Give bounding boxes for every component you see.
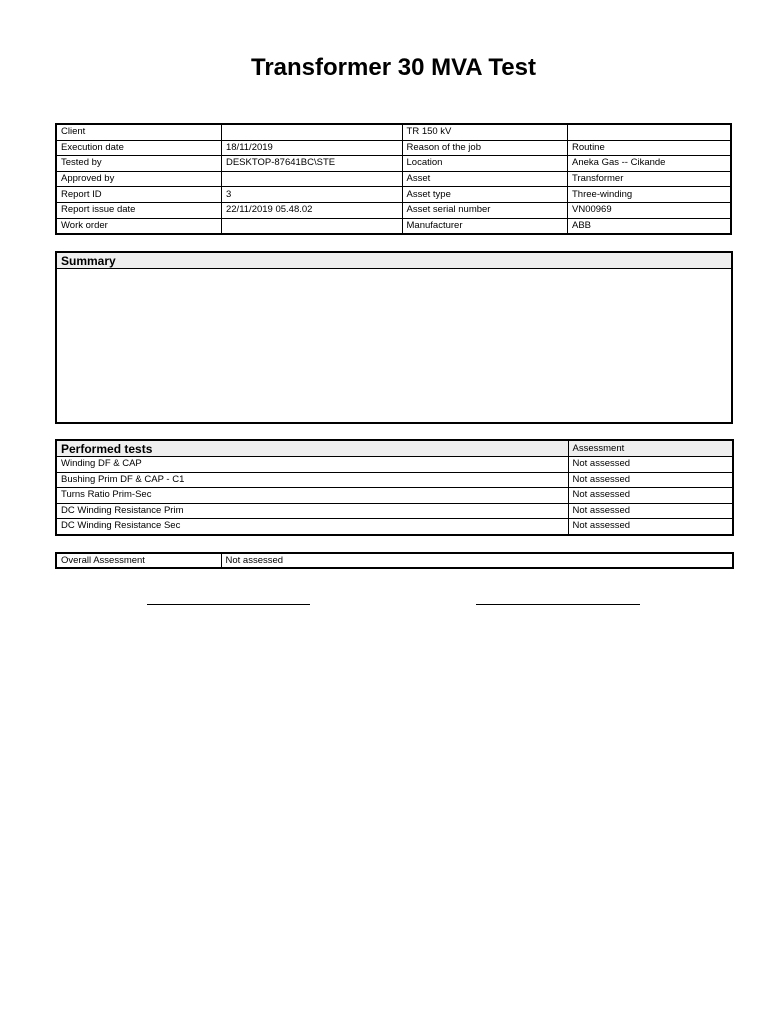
info-value bbox=[221, 218, 402, 234]
info-row bbox=[56, 124, 731, 140]
info-label: Asset bbox=[402, 171, 567, 187]
info-value: 18/11/2019 bbox=[221, 140, 402, 156]
info-label: Approved by bbox=[56, 171, 221, 187]
info-label: Manufacturer bbox=[402, 218, 567, 234]
assessment-heading: Assessment bbox=[568, 440, 733, 457]
info-label: Location bbox=[402, 156, 567, 172]
info-value: VN00969 bbox=[568, 202, 732, 218]
test-assessment: Not assessed bbox=[568, 472, 733, 488]
report-title: Transformer 30 MVA Test bbox=[251, 54, 536, 81]
info-label: Work order bbox=[56, 218, 221, 234]
info-value: DESKTOP-87641BC\STE bbox=[221, 156, 402, 172]
summary-box bbox=[55, 251, 733, 424]
info-value bbox=[568, 124, 732, 140]
test-name: Winding DF & CAP bbox=[56, 457, 568, 473]
info-label: TR 150 kV bbox=[402, 124, 567, 140]
info-value: Transformer bbox=[568, 171, 732, 187]
test-assessment: Not assessed bbox=[568, 488, 733, 504]
info-value: Aneka Gas -- Cikande bbox=[568, 156, 732, 172]
test-row bbox=[56, 472, 733, 488]
info-value: 22/11/2019 05.48.02 bbox=[221, 202, 402, 218]
info-row bbox=[56, 156, 731, 172]
overall-label: Overall Assessment bbox=[56, 553, 221, 568]
signature-line-left bbox=[147, 604, 310, 605]
info-row bbox=[56, 171, 731, 187]
test-row bbox=[56, 519, 733, 535]
info-value: Routine bbox=[568, 140, 732, 156]
test-assessment: Not assessed bbox=[568, 519, 733, 535]
test-assessment: Not assessed bbox=[568, 457, 733, 473]
tests-header-row bbox=[56, 440, 733, 457]
test-assessment: Not assessed bbox=[568, 503, 733, 519]
overall-assessment-table bbox=[55, 552, 734, 569]
test-name: Turns Ratio Prim-Sec bbox=[56, 488, 568, 504]
info-value bbox=[221, 171, 402, 187]
test-row bbox=[56, 503, 733, 519]
overall-value: Not assessed bbox=[221, 553, 733, 568]
test-name: Bushing Prim DF & CAP - C1 bbox=[56, 472, 568, 488]
info-row bbox=[56, 202, 731, 218]
info-label: Report ID bbox=[56, 187, 221, 203]
summary-heading: Summary bbox=[57, 253, 731, 269]
test-row bbox=[56, 457, 733, 473]
info-label: Asset serial number bbox=[402, 202, 567, 218]
info-label: Execution date bbox=[56, 140, 221, 156]
info-row bbox=[56, 140, 731, 156]
info-label: Tested by bbox=[56, 156, 221, 172]
overall-row bbox=[56, 553, 733, 568]
test-name: DC Winding Resistance Sec bbox=[56, 519, 568, 535]
info-value bbox=[221, 124, 402, 140]
info-value: ABB bbox=[568, 218, 732, 234]
info-label: Client bbox=[56, 124, 221, 140]
info-label: Report issue date bbox=[56, 202, 221, 218]
test-name: DC Winding Resistance Prim bbox=[56, 503, 568, 519]
info-row bbox=[56, 218, 731, 234]
info-value: Three-winding bbox=[568, 187, 732, 203]
info-value: 3 bbox=[221, 187, 402, 203]
signature-line-right bbox=[476, 604, 640, 605]
info-label: Reason of the job bbox=[402, 140, 567, 156]
info-row bbox=[56, 187, 731, 203]
info-table bbox=[55, 123, 732, 235]
info-label: Asset type bbox=[402, 187, 567, 203]
performed-tests-table bbox=[55, 439, 734, 536]
test-row bbox=[56, 488, 733, 504]
performed-tests-heading: Performed tests bbox=[56, 440, 568, 457]
